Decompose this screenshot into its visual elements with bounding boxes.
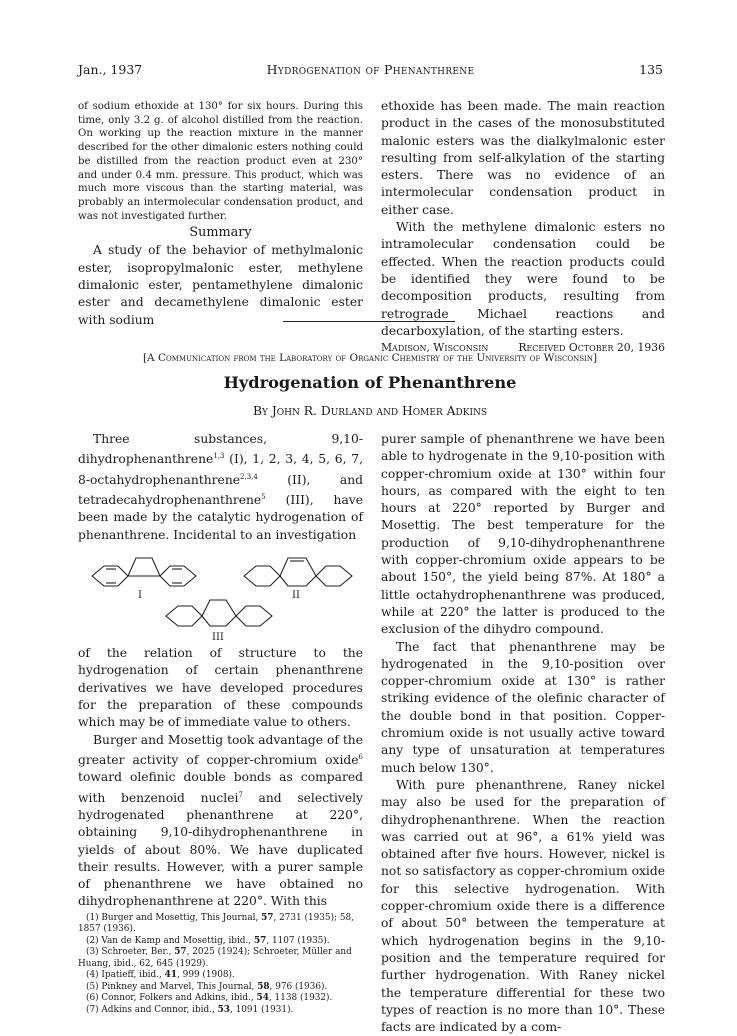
burger-paragraph (78, 732, 363, 911)
relation-paragraph: of the relation of structure to the hydrogenation of certain phenanthrene derivatives we have developed procedures for the preparation of these compounds which may be of immediate value to others. (78, 646, 363, 730)
olefinic-character-paragraph: The fact that phenanthrene may be hydrogenated in the 9,10-position over copper-chromium oxide at 130° is rather striking evidence of the olefinic character of the double bond in that position. Copper-chromium oxide is not usually active toward any type of unsaturation at temperatures much below 130°. (381, 639, 665, 775)
ref-sup-2: 2,3,4 (240, 472, 258, 481)
ref-sup-7: 7 (238, 790, 243, 799)
structure-ii-octahydrophenanthrene (236, 546, 360, 594)
header-date: Jan., 1937 (78, 62, 143, 77)
received-date: Received October 20, 1936 (518, 341, 665, 355)
article-left-column (78, 431, 363, 1016)
summary-paragraph-2: With the methylene dimalonic esters no intramolecular condensation could be effected. When the reaction products could be identified they were found to be decomposition products, resulting from retrograde Michael reactions and decarboxylation, of the starting esters. (381, 220, 665, 338)
intro-text-1: Three substances, 9,10-dihydrophenanthrene (78, 432, 363, 467)
article-byline: By John R. Durland and Homer Adkins (252, 404, 488, 418)
label-iii: III (212, 632, 224, 644)
footnote: (7) Adkins and Connor, ibid., 53, 1091 (1931). (86, 1004, 294, 1015)
intro-text-3: (II), and tetradecahydrophenanthrene (78, 472, 363, 508)
burger-text-2: toward olefinic double bonds as compared with benzenoid nuclei (78, 770, 363, 805)
footnote: (3) Schroeter, Ber., 57, 2025 (1924); Schroeter, Müller and Huang, ibid., 62, 645 (1929). (78, 947, 352, 969)
ref-sup-1: 1,3 (213, 452, 225, 461)
footnotes (78, 913, 363, 1017)
footnote: (6) Connor, Folkers and Adkins, ibid., 54, 1138 (1932). (86, 993, 333, 1004)
ref-sup-6: 6 (358, 752, 363, 761)
header-running-title: Hydrogenation of Phenanthrene (266, 62, 475, 77)
article-right-column (381, 431, 665, 1036)
intro-text-4: (III), have been made by the catalytic hydrogenation of phenanthrene. Incidental to an investigation (78, 493, 363, 542)
article-title: Hydrogenation of Phenanthrene (223, 373, 517, 392)
footnote: (2) Van de Kamp and Mosettig, ibid., 57, 1107 (1935). (86, 935, 330, 946)
burger-text-3: and selectively hydrogenated phenanthrene at 220°, obtaining 9,10-dihydrophenanthrene in yields of about 80%. We have duplicated their results. However, with a purer sample of phenanthrene we have obtained no dihydrophenanthrene at 220°. With this (78, 790, 363, 909)
article-separator-rule (283, 321, 455, 322)
structure-iii-tetradecahydrophenanthrene (160, 592, 280, 632)
burger-text-1: Burger and Mosettig took advantage of the greater activity of copper-chromium oxide (78, 732, 363, 767)
raney-nickel-paragraph: With pure phenanthrene, Raney nickel may also be used for the preparation of dihydrophenanthrene. When the reaction was carried out at 96°, a 61% yield was obtained after five hours. However, nickel is not so satisfactory as copper-chromium oxide for this selective hydrogenation. With copper-chromium oxide there is a difference of about 50° between the temperature at which hydrogenation begins in the 9,10-position and the temperature required for further hydrogenation. With Raney nickel the temperature differential for these two types of reaction is no more than 10°. These facts are indicated by a com- (381, 777, 665, 1035)
ref-sup-3: 5 (261, 493, 266, 502)
structure-figure (78, 546, 363, 644)
intro-text-2: (I), 1, 2, 3, 4, 5, 6, 7, 8-octahydrophenanthrene (78, 452, 363, 487)
prev-article-left-column (78, 100, 363, 329)
prev-experimental-paragraph: of sodium ethoxide at 130° for six hours. During this time, only 3.2 g. of alcohol distilled from the reaction. On working up the reaction mixture in the manner described for the other dimalonic esters nothing could be distilled from the reaction product even at 230° and under 0.4 mm. pressure. This product, which was much more viscous than the starting material, was probably an intermolecular condensation product, and was not investigated further. (78, 101, 363, 222)
intro-paragraph (78, 431, 363, 544)
structure-i-dihydrophenanthrene (84, 548, 204, 594)
label-i: I (138, 590, 142, 602)
footnote: (4) Ipatieff, ibid., 41, 999 (1908). (86, 970, 235, 981)
author-location: Madison, Wisconsin (381, 341, 489, 355)
header-page-number: 135 (639, 62, 663, 77)
label-ii: II (292, 590, 300, 602)
purer-sample-paragraph: purer sample of phenanthrene we have been able to hydrogenate in the 9,10-position with copper-chromium oxide at 130° within four hours, as compared with the eight to ten hours at 220° reported by Burger and Mosettig. The best temperature for the production of 9,10-dihydrophenanthrene with copper-chromium oxide appears to be about 150°, the yield being 87%. At 180° a little octahydrophenanthrene was produced, while at 220° the latter is produced to the exclusion of the dihydro compound. (381, 432, 665, 637)
running-header (78, 62, 663, 80)
summary-paragraph-continued: ethoxide has been made. The main reaction product in the cases of the monosubstituted malonic esters was the dialkylmalonic ester resulting from self-alkylation of the starting esters. There was no evidence of an intermolecular condensation product in either case. (381, 99, 665, 217)
communication-line: [A Communication from the Laboratory of Organic Chemistry of the University of Wisconsin] (142, 352, 598, 364)
footnote: (1) Burger and Mosettig, This Journal, 57, 2731 (1935); 58, 1857 (1936). (78, 912, 354, 935)
summary-paragraph-start: A study of the behavior of methylmalonic ester, isopropylmalonic ester, methylene dimalonic ester, pentamethylene dimalonic ester and decamethylene dimalonic ester with sodium (78, 243, 363, 327)
footnote: (5) Pinkney and Marvel, This Journal, 58, 976 (1936). (86, 981, 328, 992)
prev-article-right-column (381, 98, 665, 354)
summary-heading: Summary (189, 225, 252, 241)
